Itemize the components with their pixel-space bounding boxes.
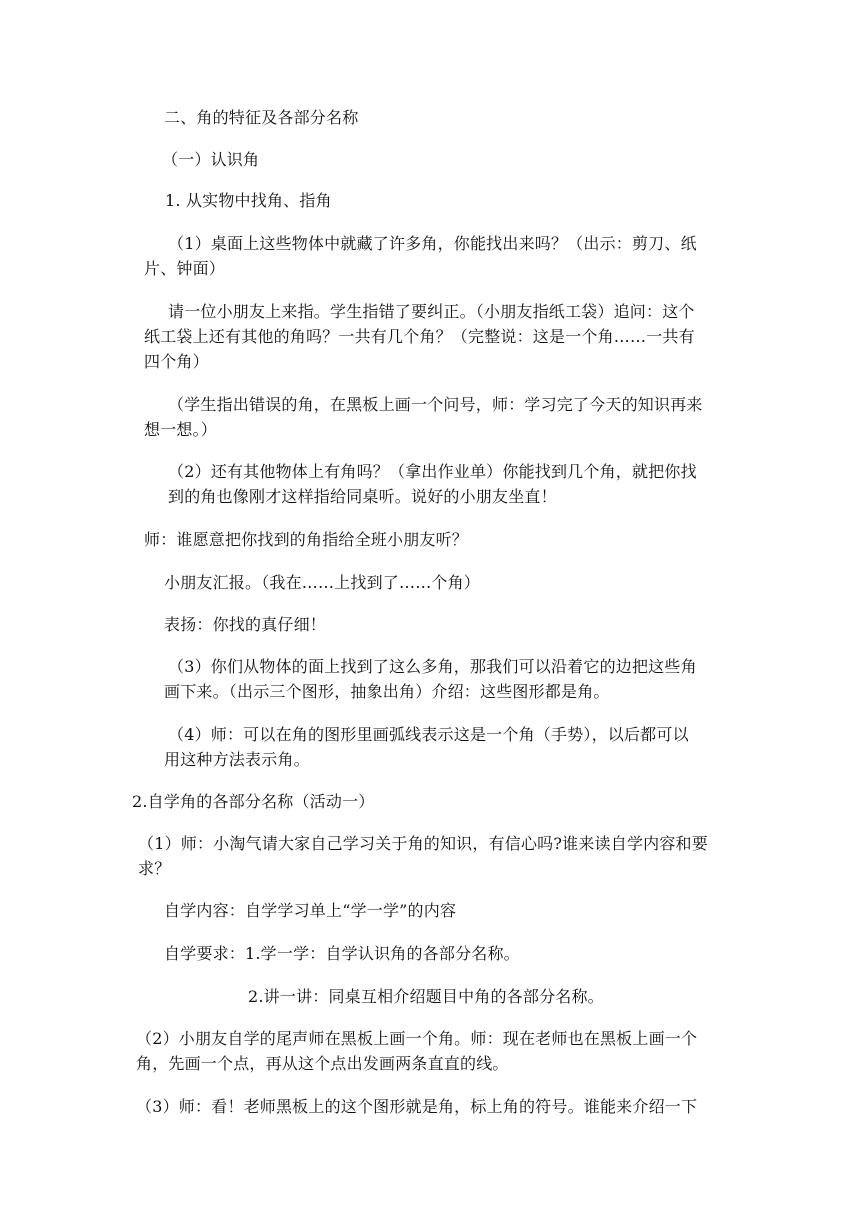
paragraph-line: （1）师：小淘气请大家自己学习关于角的知识，有信心吗?谁来读自学内容和要 xyxy=(138,834,708,853)
paragraph-line: 表扬：你找的真仔细！ xyxy=(164,615,327,634)
section-heading: 二、角的特征及各部分名称 xyxy=(164,108,359,127)
paragraph-line: 纸工袋上还有其他的角吗？一共有几个角？（完整说：这是一个角……一共有 xyxy=(144,327,695,346)
paragraph-line: 片、钟面） xyxy=(144,259,226,278)
paragraph-line: 2.讲一讲：同桌互相介绍题目中角的各部分名称。 xyxy=(248,987,604,1006)
paragraph-line: 求？ xyxy=(138,859,171,878)
paragraph-line: 小朋友汇报。（我在……上找到了……个角） xyxy=(164,573,481,592)
paragraph-line: （3）师：看！老师黑板上的这个图形就是角，标上角的符号。谁能来介绍一下 xyxy=(136,1097,698,1116)
paragraph-line: 四个角） xyxy=(144,352,209,371)
paragraph-line: 到的角也像刚才这样指给同桌听。说好的小朋友坐直！ xyxy=(168,487,557,506)
paragraph-line: （学生指出错误的角，在黑板上画一个问号，师：学习完了今天的知识再来 xyxy=(168,395,703,414)
paragraph-line: （4）师：可以在角的图形里画弧线表示这是一个角（手势），以后都可以 xyxy=(168,725,689,744)
paragraph-line: （3）你们从物体的面上找到了这么多角，那我们可以沿着它的边把这些角 xyxy=(168,657,697,676)
paragraph-line: 角，先画一个点，再从这个点出发画两条直直的线。 xyxy=(136,1054,509,1073)
paragraph-line: 师：谁愿意把你找到的角指给全班小朋友听？ xyxy=(144,530,469,549)
paragraph-line: （2）小朋友自学的尾声师在黑板上画一个角。师：现在老师也在黑板上画一个 xyxy=(136,1029,698,1048)
paragraph-line: 请一位小朋友上来指。学生指错了要纠正。（小朋友指纸工袋）追问：这个 xyxy=(168,302,695,321)
item-heading: 1. 从实物中找角、指角 xyxy=(165,191,332,210)
paragraph-line: （2）还有其他物体上有角吗？（拿出作业单）你能找到几个角，就把你找 xyxy=(168,462,697,481)
subsection-heading: （一）认识角 xyxy=(162,150,260,169)
paragraph-line: 自学要求：1.学一学：自学认识角的各部分名称。 xyxy=(164,944,520,963)
item-heading: 2.自学角的各部分名称（活动一） xyxy=(132,792,375,811)
paragraph-line: 用这种方法表示角。 xyxy=(164,750,310,769)
paragraph-line: 自学内容：自学学习单上“学一学”的内容 xyxy=(164,901,457,920)
paragraph-line: （1）桌面上这些物体中就藏了许多角，你能找出来吗？（出示：剪刀、纸 xyxy=(168,234,697,253)
paragraph-line: 想一想。） xyxy=(144,420,218,439)
paragraph-line: 画下来。（出示三个图形，抽象出角）介绍：这些图形都是角。 xyxy=(164,682,610,701)
